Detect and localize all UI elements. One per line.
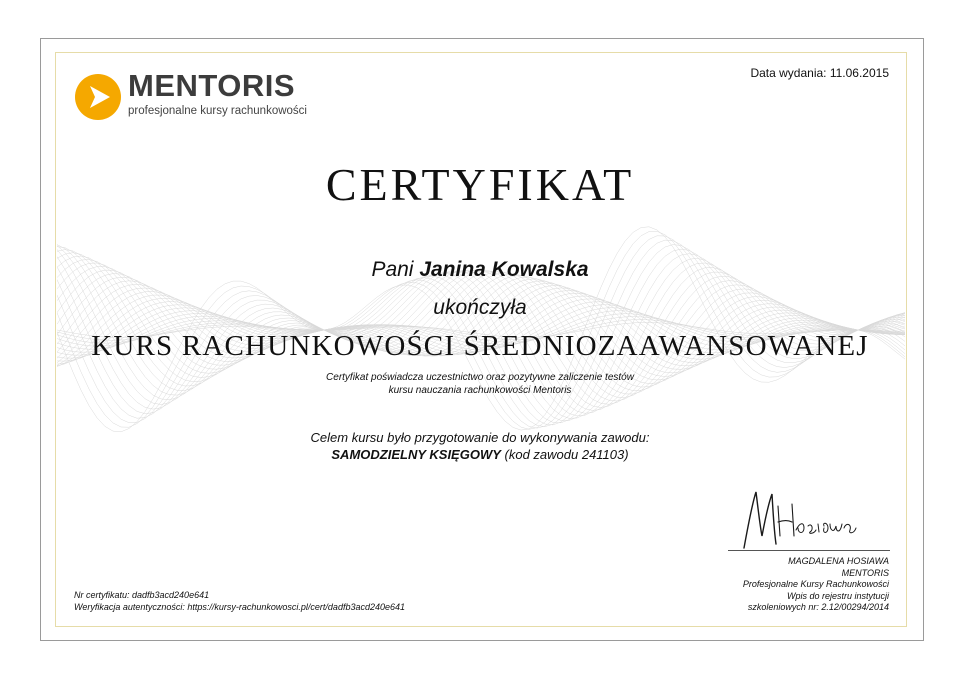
certificate-verification: Weryfikacja autentyczności: https://kursy-rachunkowosci.pl/cert/dadfb3acd240e641	[74, 601, 406, 612]
profession-name: SAMODZIELNY KSIĘGOWY	[331, 447, 501, 462]
signer-registry-line-2: szkoleniowych nr: 2.12/00294/2014	[747, 602, 889, 612]
play-logo-icon	[74, 73, 122, 121]
signer-org-full: Profesjonalne Kursy Rachunkowości	[742, 579, 889, 589]
signature-line	[728, 550, 890, 551]
recipient-name: Janina Kowalska	[419, 258, 589, 281]
signer-block	[743, 556, 889, 614]
signer-name: MAGDALENA HOSIAWA	[788, 556, 889, 566]
brand-tagline: profesjonalne kursy rachunkowości	[128, 105, 307, 117]
signer-registry-line-1: Wpis do rejestru instytucji	[786, 590, 889, 601]
signer-org: MENTORIS	[841, 567, 889, 578]
description-line-2: kursu nauczania rachunkowości Mentoris	[388, 385, 572, 396]
recipient	[0, 258, 960, 282]
certificate-number: Nr certyfikatu: dadfb3acd240e641	[74, 590, 210, 600]
handwritten-signature	[738, 486, 858, 554]
brand-logo	[74, 70, 307, 121]
completed-text: ukończyła	[433, 296, 527, 319]
certificate-description	[0, 371, 960, 397]
issue-date: Data wydania: 11.06.2015	[750, 66, 889, 80]
certificate-title: CERTYFIKAT	[325, 159, 635, 210]
course-goal	[0, 429, 960, 463]
description-line-1: Certyfikat poświadcza uczestnictwo oraz pozytywne zaliczenie testów	[326, 372, 634, 383]
profession-code: (kod zawodu 241103)	[504, 447, 629, 462]
goal-line-1: Celem kursu było przygotowanie do wykonywania zawodu:	[310, 430, 650, 445]
certificate-info	[74, 590, 405, 613]
course-name: KURS RACHUNKOWOŚCI ŚREDNIOZAAWANSOWANEJ	[91, 330, 869, 362]
brand-name: MENTORIS	[128, 68, 296, 103]
recipient-salutation: Pani	[371, 258, 414, 281]
